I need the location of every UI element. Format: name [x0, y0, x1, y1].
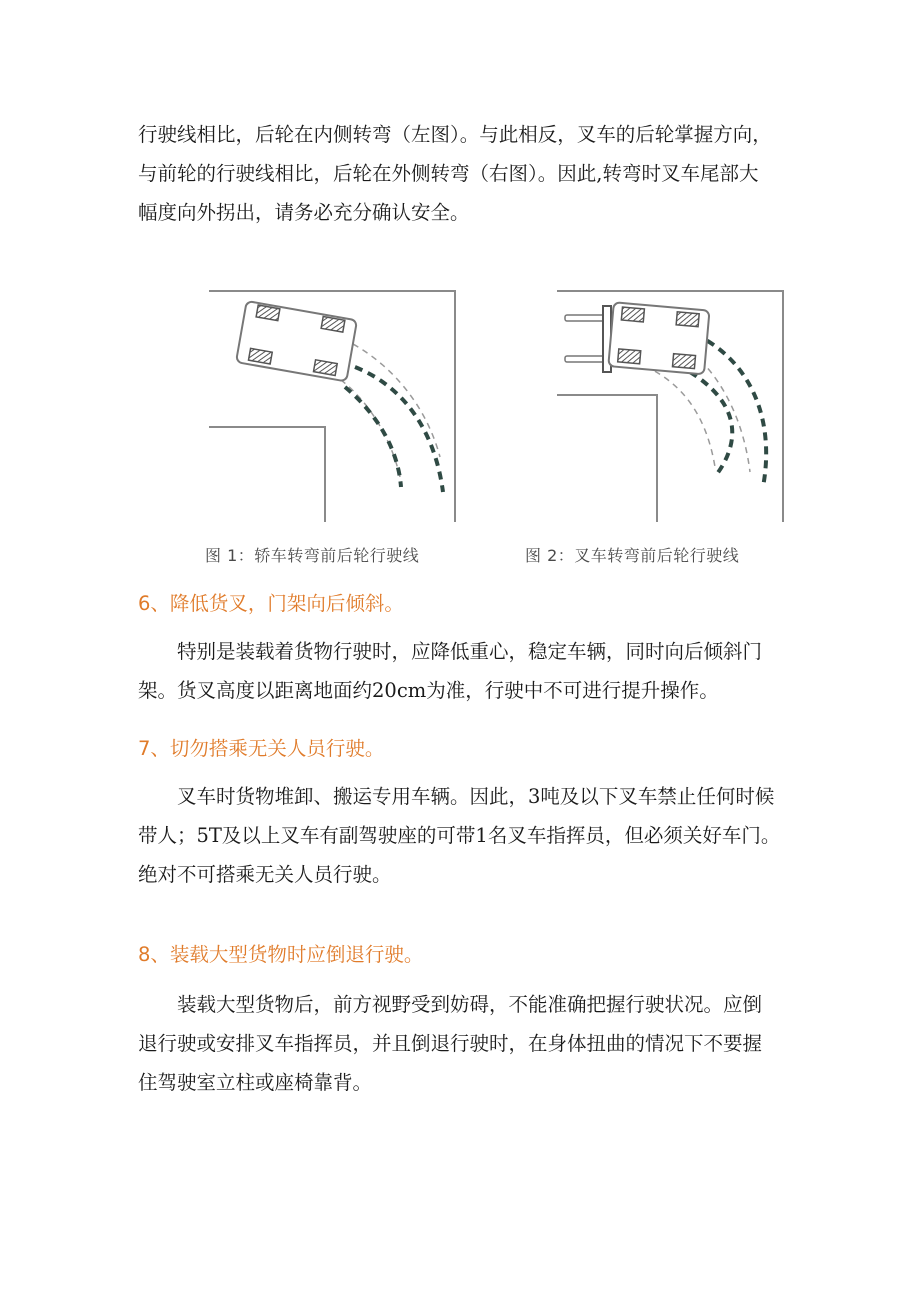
fork-upper	[565, 315, 605, 321]
rear-track-dark	[345, 387, 401, 487]
forklift-turning-diagram	[525, 282, 815, 572]
text-line: 装载大型货物后，前方视野受到妨碍，不能准确把握行驶状况。应倒	[177, 993, 763, 1016]
fork-lower	[565, 356, 605, 362]
text-line: 行驶线相比，后轮在内侧转弯（左图）。与此相反，叉车的后轮掌握方向，	[138, 123, 772, 146]
figure-forklift-turning	[525, 282, 815, 572]
text-line: 与前轮的行驶线相比，后轮在外侧转弯（右图）。因此,转弯时叉车尾部大	[138, 162, 759, 185]
text-line: 叉车时货物堆卸、搬运专用车辆。因此，3吨及以下叉车禁止任何时候	[177, 785, 775, 808]
section-7-heading: 7、切勿搭乘无关人员行驶。	[138, 737, 385, 760]
wall-inner	[557, 395, 657, 522]
car-turning-diagram	[205, 282, 495, 572]
text-line: 绝对不可搭乘无关人员行驶。	[138, 863, 392, 886]
text-line: 带人；5T及以上叉车有副驾驶座的可带1名叉车指挥员，但必须关好车门。	[138, 824, 781, 847]
text-line: 架。货叉高度以距离地面约20cm为准，行驶中不可进行提升操作。	[138, 679, 719, 702]
section-6-heading: 6、降低货叉，门架向后倾斜。	[138, 592, 404, 615]
figure-2-caption: 图 2：叉车转弯前后轮行驶线	[525, 546, 740, 565]
section-8-paragraph	[138, 985, 788, 1102]
section-7-paragraph	[138, 777, 788, 894]
wall-inner	[209, 427, 325, 522]
figure-1-caption: 图 1：轿车转弯前后轮行驶线	[205, 546, 420, 565]
car-body	[236, 301, 357, 382]
figure-car-turning	[205, 282, 495, 572]
forklift-body	[608, 302, 709, 374]
section-6-paragraph	[138, 632, 788, 710]
text-line: 幅度向外拐出，请务必充分确认安全。	[138, 201, 470, 224]
front-track-dark	[690, 372, 732, 474]
section-8-heading: 8、装载大型货物时应倒退行驶。	[138, 943, 424, 966]
text-line: 退行驶或安排叉车指挥员，并且倒退行驶时，在身体扭曲的情况下不要握	[138, 1032, 763, 1055]
intro-paragraph	[138, 115, 788, 232]
text-line: 住驾驶室立柱或座椅靠背。	[138, 1071, 373, 1094]
rear-track-light	[635, 362, 715, 467]
text-line: 特别是装载着货物行驶时，应降低重心，稳定车辆，同时向后倾斜门	[177, 640, 763, 663]
